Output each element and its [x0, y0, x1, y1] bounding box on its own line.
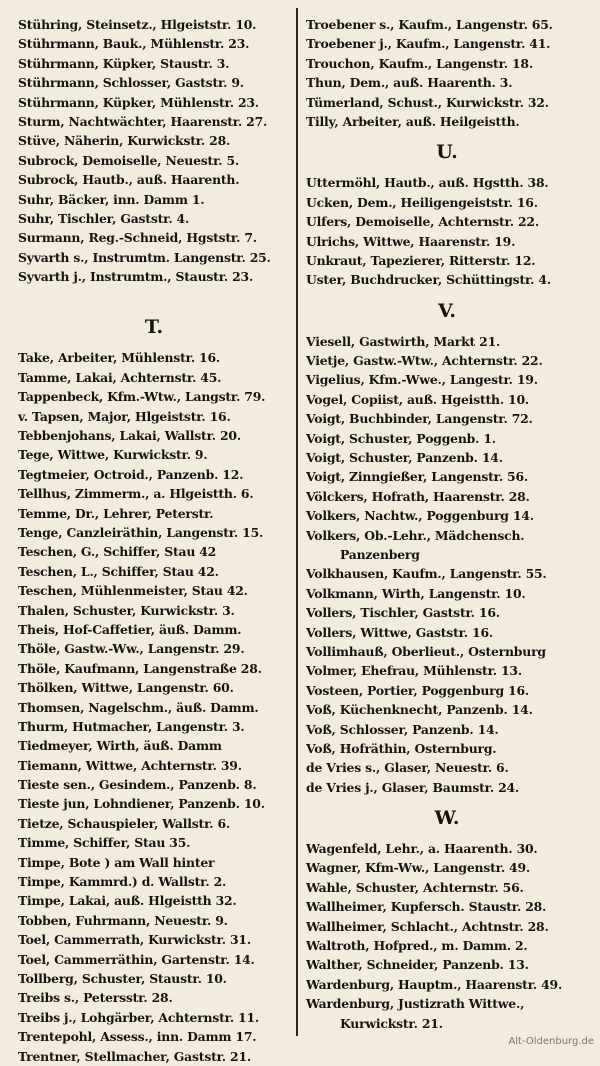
directory-entry: Thun, Dem., auß. Haarenth. 3. — [306, 75, 513, 91]
directory-entry: de Vries s., Glaser, Neuestr. 6. — [306, 760, 509, 776]
directory-entry: Treibs j., Lohgärber, Achternstr. 11. — [18, 1009, 260, 1025]
directory-entry: Wagner, Kfm-Ww., Langenstr. 49. — [306, 860, 531, 876]
u-entries — [306, 173, 588, 289]
directory-entry: Tollberg, Schuster, Staustr. 10. — [18, 970, 227, 986]
directory-entry: Vosteen, Portier, Poggenburg 16. — [306, 682, 529, 698]
directory-entry: Stührmann, Schlosser, Gaststr. 9. — [18, 75, 244, 91]
directory-entry: Voigt, Buchbinder, Langenstr. 72. — [306, 411, 533, 427]
directory-entry: Ucken, Dem., Heiligengeiststr. 16. — [306, 194, 538, 210]
directory-entry: Tietze, Schauspieler, Wallstr. 6. — [18, 815, 231, 831]
directory-entry: Vollimhauß, Oberlieut., Osternburg — [306, 643, 546, 659]
directory-entry: Trentepohl, Assess., inn. Damm 17. — [18, 1029, 257, 1045]
directory-entry: Wahle, Schuster, Achternstr. 56. — [306, 879, 524, 895]
v-entries — [306, 332, 588, 797]
directory-entry: Timpe, Lakai, auß. Hlgeistth 32. — [18, 893, 237, 909]
directory-entry: Tappenbeck, Kfm.-Wtw., Langstr. 79. — [18, 389, 266, 405]
directory-entry: Thomsen, Nagelschm., äuß. Damm. — [18, 699, 259, 715]
directory-entry: Syvarth s., Instrumtm. Langenstr. 25. — [18, 249, 271, 265]
directory-entry: Voigt, Schuster, Poggenb. 1. — [306, 430, 496, 446]
directory-entry: Timpe, Bote ) am Wall hinter — [18, 854, 215, 870]
directory-entry: Tamme, Lakai, Achternstr. 45. — [18, 369, 222, 385]
directory-entry: Stüve, Näherin, Kurwickstr. 28. — [18, 133, 231, 149]
directory-entry: Tebbenjohans, Lakai, Wallstr. 20. — [18, 428, 241, 444]
directory-entry: Tellhus, Zimmerm., a. Hlgeistth. 6. — [18, 486, 254, 502]
directory-entry: Stührmann, Küpker, Staustr. 3. — [18, 55, 230, 71]
directory-entry: Thurm, Hutmacher, Langenstr. 3. — [18, 718, 245, 734]
directory-entry: Volmer, Ehefrau, Mühlenstr. 13. — [306, 663, 522, 679]
directory-entry: Tege, Wittwe, Kurwickstr. 9. — [18, 447, 208, 463]
directory-entry: Voß, Hofräthin, Osternburg. — [306, 740, 497, 756]
directory-entry: Tiedmeyer, Wirth, äuß. Damm — [18, 738, 222, 754]
directory-entry: Wardenburg, Hauptm., Haarenstr. 49. — [306, 976, 563, 992]
directory-entry: Troebener j., Kaufm., Langenstr. 41. — [306, 36, 551, 52]
left-column — [18, 15, 290, 1066]
directory-entry: Völckers, Hofrath, Haarenstr. 28. — [306, 488, 530, 504]
directory-entry: Toel, Cammerrath, Kurwickstr. 31. — [18, 932, 251, 948]
directory-entry: Unkraut, Tapezierer, Ritterstr. 12. — [306, 252, 536, 268]
directory-entry: Volkmann, Wirth, Langenstr. 10. — [306, 585, 526, 601]
directory-entry: Tilly, Arbeiter, auß. Heilgeistth. — [306, 113, 520, 129]
directory-entry: Stührmann, Bauk., Mühlenstr. 23. — [18, 36, 250, 52]
directory-entry: Wardenburg, Justizrath Wittwe., — [306, 996, 525, 1012]
directory-entry: Toel, Cammerräthin, Gartenstr. 14. — [18, 951, 255, 967]
directory-entry: Wallheimer, Kupfersch. Staustr. 28. — [306, 899, 547, 915]
directory-entry: Waltroth, Hofpred., m. Damm. 2. — [306, 938, 528, 954]
directory-entry: Timpe, Kammrd.) d. Wallstr. 2. — [18, 874, 227, 890]
directory-entry-continuation: Panzenberg — [340, 546, 420, 562]
right-column — [306, 15, 588, 1033]
directory-entry: Uster, Buchdrucker, Schüttingstr. 4. — [306, 272, 551, 288]
directory-entry: Timme, Schiffer, Stau 35. — [18, 835, 191, 851]
directory-entry: Voigt, Schuster, Panzenb. 14. — [306, 450, 503, 466]
w-entries — [306, 839, 588, 1033]
directory-entry: Voigt, Zinngießer, Langenstr. 56. — [306, 469, 529, 485]
directory-entry: Tieste jun, Lohndiener, Panzenb. 10. — [18, 796, 265, 812]
directory-entry: Teschen, L., Schiffer, Stau 42. — [18, 563, 219, 579]
directory-entry: Suhr, Bäcker, inn. Damm 1. — [18, 191, 205, 207]
directory-entry: Tobben, Fuhrmann, Neuestr. 9. — [18, 912, 228, 928]
directory-entry: Take, Arbeiter, Mühlenstr. 16. — [18, 350, 221, 366]
directory-entry: Treibs s., Petersstr. 28. — [18, 990, 173, 1006]
directory-entry-continuation: Kurwickstr. 21. — [340, 1015, 443, 1031]
directory-entry: Vogel, Copiist, auß. Hgeistth. 10. — [306, 391, 530, 407]
directory-entry: Stührmann, Küpker, Mühlenstr. 23. — [18, 94, 259, 110]
directory-entry: Subrock, Hautb., auß. Haarenth. — [18, 172, 240, 188]
directory-entry: Voß, Schlosser, Panzenb. 14. — [306, 721, 499, 737]
section-heading-w: W. — [434, 807, 460, 830]
directory-entry: Ulfers, Demoiselle, Achternstr. 22. — [306, 214, 539, 230]
directory-entry: Volkers, Nachtw., Poggenburg 14. — [306, 508, 534, 524]
section-heading-v: V. — [437, 299, 457, 322]
directory-entry: Walther, Schneider, Panzenb. 13. — [306, 957, 529, 973]
directory-entry: Viesell, Gastwirth, Markt 21. — [306, 333, 501, 349]
directory-entry: Ulrichs, Wittwe, Haarenstr. 19. — [306, 233, 516, 249]
s-entries — [18, 15, 290, 286]
directory-entry: Tümerland, Schust., Kurwickstr. 32. — [306, 94, 549, 110]
directory-entry: Stühring, Steinsetz., Hlgeiststr. 10. — [18, 17, 257, 32]
directory-entry: Suhr, Tischler, Gaststr. 4. — [18, 210, 190, 226]
section-heading-u: U. — [436, 141, 458, 164]
directory-entry: Thöle, Kaufmann, Langenstraße 28. — [18, 660, 262, 676]
directory-entry: Tegtmeier, Octroid., Panzenb. 12. — [18, 466, 244, 482]
directory-entry: Theis, Hof-Caffetier, äuß. Damm. — [18, 621, 242, 637]
directory-entry: Thöle, Gastw.-Ww., Langenstr. 29. — [18, 641, 245, 657]
directory-entry: Vigelius, Kfm.-Wwe., Langestr. 19. — [306, 372, 538, 388]
directory-entry: Surmann, Reg.-Schneid, Hgststr. 7. — [18, 230, 257, 246]
directory-entry: Tieste sen., Gesindem., Panzenb. 8. — [18, 777, 257, 793]
source-watermark: Alt-Oldenburg.de — [508, 1036, 594, 1047]
directory-entry: Syvarth j., Instrumtm., Staustr. 23. — [18, 269, 254, 285]
directory-entry: Trouchon, Kaufm., Langenstr. 18. — [306, 55, 533, 71]
directory-entry: v. Tapsen, Major, Hlgeiststr. 16. — [18, 408, 231, 424]
directory-entry: Tenge, Canzleiräthin, Langenstr. 15. — [18, 524, 264, 540]
section-heading-t: T. — [144, 316, 164, 339]
directory-entry: Wallheimer, Schlacht., Achtnstr. 28. — [306, 918, 549, 934]
directory-entry: Tiemann, Wittwe, Achternstr. 39. — [18, 757, 242, 773]
directory-entry: Thölken, Wittwe, Langenstr. 60. — [18, 680, 234, 696]
directory-entry: Volkhausen, Kaufm., Langenstr. 55. — [306, 566, 547, 582]
directory-entry: Temme, Dr., Lehrer, Peterstr. — [18, 505, 214, 521]
directory-entry: Wagenfeld, Lehr., a. Haarenth. 30. — [306, 841, 538, 857]
directory-entry: Vollers, Tischler, Gaststr. 16. — [306, 605, 500, 621]
directory-entry: Sturm, Nachtwächter, Haarenstr. 27. — [18, 113, 268, 129]
directory-entry: de Vries j., Glaser, Baumstr. 24. — [306, 779, 520, 795]
directory-entry: Volkers, Ob.-Lehr., Mädchensch. — [306, 527, 525, 543]
directory-entry: Subrock, Demoiselle, Neuestr. 5. — [18, 152, 240, 168]
directory-entry: Vollers, Wittwe, Gaststr. 16. — [306, 624, 493, 640]
directory-entry: Teschen, Mühlenmeister, Stau 42. — [18, 583, 248, 599]
directory-entry: Uttermöhl, Hautb., auß. Hgstth. 38. — [306, 175, 549, 191]
t-entries-continued — [306, 15, 588, 131]
section-gap — [18, 286, 290, 306]
t-entries — [18, 348, 290, 1065]
directory-entry: Troebener s., Kaufm., Langenstr. 65. — [306, 17, 553, 32]
directory-entry: Voß, Küchenknecht, Panzenb. 14. — [306, 702, 533, 718]
directory-entry: Thalen, Schuster, Kurwickstr. 3. — [18, 602, 235, 618]
directory-entry: Teschen, G., Schiffer, Stau 42 — [18, 544, 217, 560]
column-divider — [296, 8, 298, 1036]
directory-entry: Vietje, Gastw.-Wtw., Achternstr. 22. — [306, 353, 543, 369]
directory-entry: Trentner, Stellmacher, Gaststr. 21. — [18, 1048, 251, 1064]
